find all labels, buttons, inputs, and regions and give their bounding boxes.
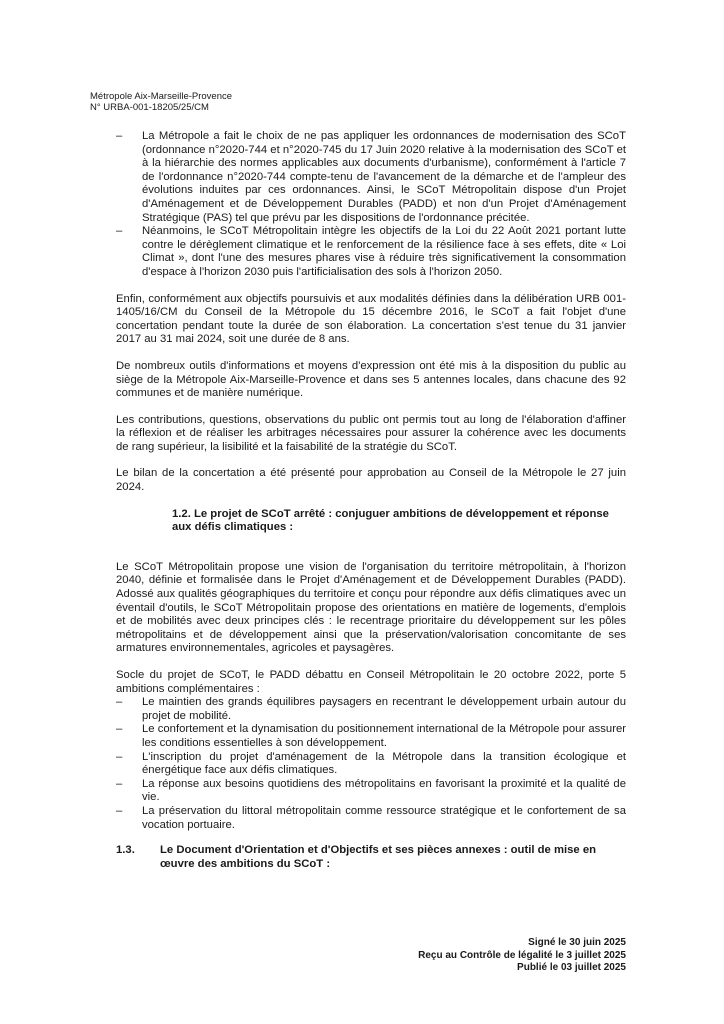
ambition-item (116, 778, 626, 805)
bullet-item (116, 130, 626, 225)
ambition-text: La réponse aux besoins quotidiens des métropolitains en favorisant la proximité et la qualité de vie. (142, 777, 626, 804)
paragraph-padd: Socle du projet de SCoT, le PADD débattu en Conseil Métropolitain le 20 octobre 2022, porte 5 ambitions complémentaires : (116, 669, 626, 695)
paragraph-contributions: Les contributions, questions, observations du public ont permis tout au long de l'élaboration d'affiner la réflexion et de réaliser les arbitrages nécessaires pour assurer la cohérence avec les documents de rang supérieur, la lisibilité et la faisabilité de la stratégie du SCoT. (116, 413, 626, 453)
received-date: Reçu au Contrôle de légalité le 3 juillet 2025 (418, 949, 626, 961)
dash-marker: – (116, 723, 123, 736)
section-title: Le Document d'Orientation et d'Objectifs et ses pièces annexes : outil de mise en œuvre des ambitions du SCoT : (160, 844, 597, 870)
ambition-text: La préservation du littoral métropolitain comme ressource stratégique et le confortement de sa vocation portuaire. (142, 804, 626, 831)
legal-stamp (418, 937, 626, 975)
dash-marker: – (116, 225, 123, 238)
dash-marker: – (116, 750, 123, 763)
ambition-text: Le maintien des grands équilibres paysagers en recentrant le développement urbain autour du projet de mobilité. (142, 696, 626, 722)
bullet-text: Néanmoins, le SCoT Métropolitain intègre les objectifs de la Loi du 22 Août 2021 portant lutte contre le dérèglement climatique et le renforcement de la résilience face à ses effets, dite « Loi Climat », dont l'une des mesures phares vise à réduire très significativement la consommation d'espace à l'horizon 2030 puis l'artificialisation des sols à l'horizon 2050. (142, 225, 626, 278)
ambition-item (116, 751, 626, 778)
document-header (90, 91, 232, 113)
reference-number: N° URBA-001-18205/25/CM (90, 102, 209, 113)
signed-date: Signé le 30 juin 2025 (528, 937, 626, 948)
dash-marker: – (116, 130, 123, 142)
ambition-item (116, 723, 626, 750)
paragraph-outils: De nombreux outils d'informations et moyens d'expression ont été mis à la disposition du public au siège de la Métropole Aix-Marseille-Provence et dans ses 5 antennes locales, dans chacune des 92 communes et de manière numérique. (116, 359, 626, 400)
dash-marker: – (116, 777, 123, 790)
ambition-item (116, 696, 626, 723)
organization-name: Métropole Aix-Marseille-Provence (90, 91, 233, 102)
dash-marker: – (116, 696, 123, 709)
ambition-item (116, 805, 626, 832)
paragraph-vision: Le SCoT Métropolitain propose une vision de l'organisation du territoire métropolitain, à l'horizon 2040, définie et formalisée dans le Projet d'Aménagement et de Développement Durables (PADD). Adossé aux qualités géographiques du territoire et conçu pour répondre aux défis climatiques avec un éventail d'outils, le SCoT Métropolitain propose des orientations en matière de logements, d'emplois et de mobilités avec deux principes clés : le recentrage prioritaire du développement sur les pôles métropolitains et de développement ainsi que la préservation/valorisation concomitante de ses armatures environnementales, agricoles et paysagères. (116, 560, 626, 655)
bullet-text: La Métropole a fait le choix de ne pas appliquer les ordonnances de modernisation des SCoT (ordonnance n°2020-744 et n°2020-745 du 17 Juin 2020 relative à la modernisation des SCoT et à la hiérarchie des normes applicables aux documents d'urbanisme), conformément à l'article 7 de l'ordonnance n°2020-744 compte-tenu de l'avancement de la démarche et de l'ampleur des évolutions induites par ces ordonnances. Ainsi, le SCoT Métropolitain dispose d'un Projet d'Aménagement et de Développement Durables (PADD) et non d'un Projet d'Aménagement Stratégique (PAS) tel que prévu par les dispositions de l'ordonnance précitée. (142, 130, 626, 224)
document-body (116, 130, 626, 871)
ambition-text: Le confortement et la dynamisation du positionnement international de la Métropole pour assurer les conditions essentielles à son développement. (142, 723, 626, 749)
bullet-item (116, 225, 626, 279)
section-heading-1-2: 1.2. Le projet de SCoT arrêté : conjuguer ambitions de développement et réponse aux défis climatiques : (172, 507, 609, 534)
dash-marker: – (116, 804, 123, 817)
section-heading-1-3 (116, 844, 626, 871)
published-date: Publié le 03 juillet 2025 (517, 962, 626, 973)
paragraph-bilan: Le bilan de la concertation a été présenté pour approbation au Conseil de la Métropole le 27 juin 2024. (116, 467, 626, 494)
ambition-text: L'inscription du projet d'aménagement de la Métropole dans la transition écologique et énergétique face aux défis climatiques. (142, 750, 626, 777)
paragraph-concertation: Enfin, conformément aux objectifs poursuivis et aux modalités définies dans la délibération URB 001-1405/16/CM du Conseil de la Métropole du 15 décembre 2016, le SCoT a fait l'objet d'une concertation pendant toute la durée de son élaboration. La concertation s'est tenue du 31 janvier 2017 au 31 mai 2024, soit une durée de 8 ans. (116, 292, 626, 346)
section-number: 1.3. (116, 844, 135, 857)
